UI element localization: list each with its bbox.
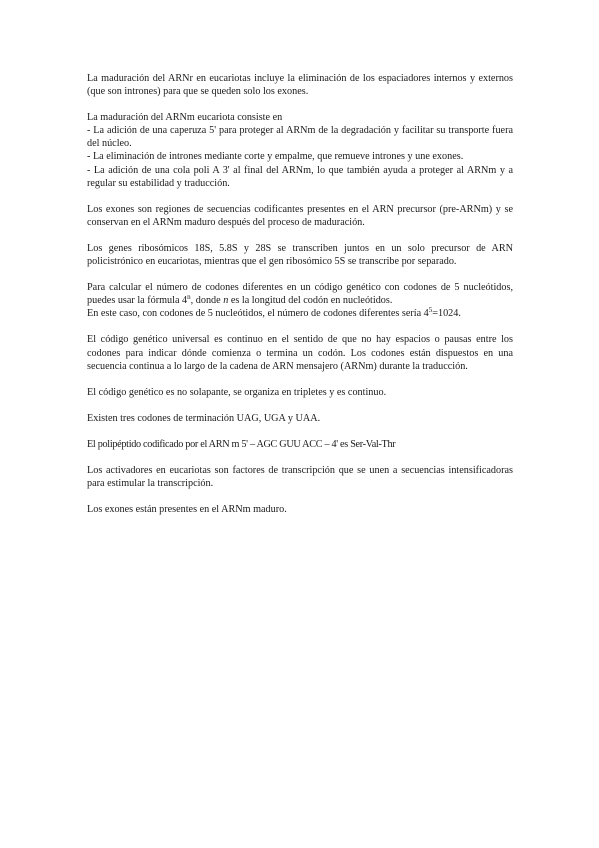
arnm-maturation-intro: La maduración del ARNm eucariota consiste en bbox=[87, 112, 283, 124]
codon-formula-mid: , donde bbox=[190, 295, 224, 307]
document-body bbox=[87, 72, 513, 529]
paragraph-activators: Los activadores en eucariotas son factores de transcripción que se unen a secuencias intensificadoras para estimular la transcripción. bbox=[87, 464, 513, 490]
codon-formula-line2: En este caso, con codones de 5 nucleótidos, el número de codones diferentes sería 4 bbox=[87, 308, 429, 320]
paragraph-continuous-code: El código genético universal es continuo en el sentido de que no hay espacios o pausas entre los codones para indicar dónde comienza o termina un codón. Los codones están dispuestos en una secuencia continua a lo largo de la cadena de ARN mensajero (ARNm) durante la traducción. bbox=[87, 334, 513, 372]
paragraph-exons-definition: Los exones son regiones de secuencias codificantes presentes en el ARN precursor (pre-ARNm) y se conservan en el ARNm maduro después del proceso de maduración. bbox=[87, 203, 513, 228]
arnm-maturation-item-splicing: - La eliminación de intrones mediante corte y empalme, que remueve intrones y une exones. bbox=[87, 151, 464, 163]
paragraph-polypeptide: El polipéptido codificado por el ARN m 5' – AGC GUU ACC – 4' es Ser-Val-Thr bbox=[87, 438, 396, 450]
codon-formula-exponent-5: 5 bbox=[428, 306, 433, 315]
paragraph-codon-formula bbox=[87, 281, 513, 320]
paragraph-exons-mature: Los exones están presentes en el ARNm maduro. bbox=[87, 504, 287, 516]
arnm-maturation-item-polya: - La adición de una cola poli A 3' al final del ARNm, lo que también ayuda a proteger al ARNm y a regular su estabilidad y traducción. bbox=[87, 164, 513, 189]
paragraph-ribosomal-genes: Los genes ribosómicos 18S, 5.8S y 28S se transcriben juntos en un solo precursor de ARN policistrónico en eucariotas, mientras que el gen ribosómico 5S se transcribe por separado. bbox=[87, 242, 513, 268]
paragraph-arnr-maturation: La maduración del ARNr en eucariotas incluye la eliminación de los espaciadores internos y externos (que son intrones) para que se queden solo los exones. bbox=[87, 73, 513, 98]
codon-formula-variable-n: n bbox=[223, 295, 229, 307]
paragraph-stop-codons: Existen tres codones de terminación UAG, UGA y UAA. bbox=[87, 412, 321, 424]
codon-formula-exponent-n: n bbox=[187, 293, 191, 302]
paragraph-arnm-maturation bbox=[87, 111, 513, 190]
codon-formula-line1-end: es la longitud del codón en nucleótidos. bbox=[228, 295, 393, 307]
codon-formula-result: =1024. bbox=[432, 308, 461, 320]
paragraph-non-overlapping-code: El código genético es no solapante, se organiza en tripletes y es continuo. bbox=[87, 386, 387, 398]
codon-formula-line2-wrap bbox=[87, 307, 513, 320]
arnm-maturation-item-cap: - La adición de una caperuza 5' para proteger al ARNm de la degradación y facilitar su transporte fuera del núcleo. bbox=[87, 125, 513, 150]
codon-formula-line1: Para calcular el número de codones diferentes en un código genético con codones de 5 nucleótidos, puedes usar la fórmula 4 bbox=[87, 282, 513, 307]
